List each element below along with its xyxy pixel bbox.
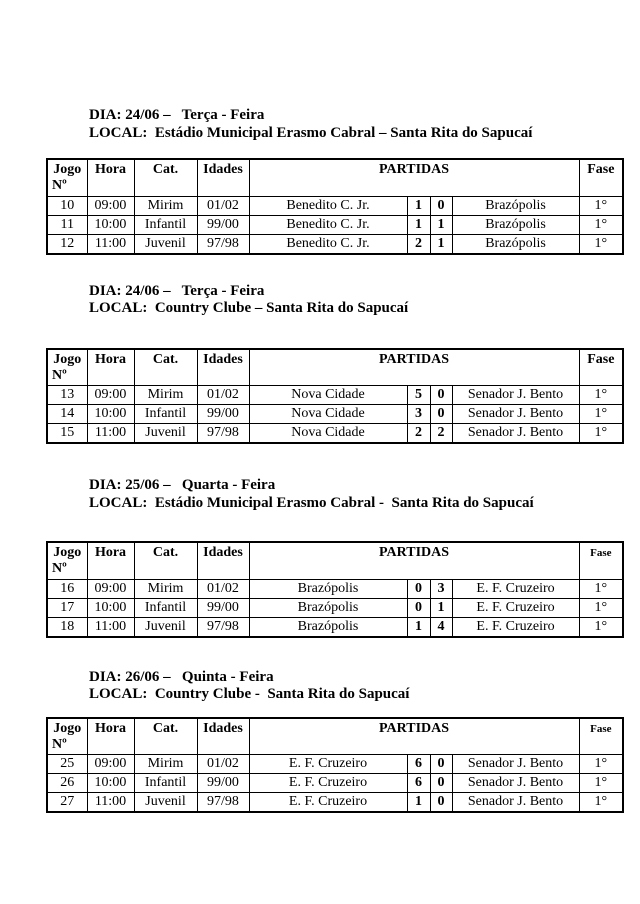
header-row [47, 718, 623, 755]
cell-idades: 99/00 [197, 598, 249, 617]
match-row [47, 196, 623, 215]
cell-fase: 1° [579, 424, 623, 444]
col-header-hora: Hora [87, 159, 134, 196]
col-header-jogo [47, 542, 87, 579]
cell-away-team: Senador J. Bento [452, 793, 579, 813]
cell-away-score: 0 [430, 196, 452, 215]
cell-idades: 01/02 [197, 196, 249, 215]
cell-fase: 1° [579, 579, 623, 598]
cell-fase: 1° [579, 774, 623, 793]
cell-idades: 01/02 [197, 386, 249, 405]
matches-table [46, 717, 624, 814]
cell-away-team: Senador J. Bento [452, 386, 579, 405]
cell-cat: Infantil [134, 405, 197, 424]
header-row [47, 349, 623, 386]
cell-home-score: 1 [407, 215, 430, 234]
cell-away-team: Senador J. Bento [452, 755, 579, 774]
col-header-jogo [47, 718, 87, 755]
cell-cat: Juvenil [134, 617, 197, 637]
schedule-section-3 [0, 444, 640, 638]
cell-idades: 97/98 [197, 234, 249, 254]
dia-line: DIA: 24/06 – Terça - Feira [89, 282, 265, 299]
cell-fase: 1° [579, 755, 623, 774]
col-header-partidas: PARTIDAS [249, 349, 579, 386]
cell-home-team: Nova Cidade [249, 405, 407, 424]
cell-jogo: 16 [47, 579, 87, 598]
cell-cat: Mirim [134, 579, 197, 598]
match-row [47, 579, 623, 598]
dia-line: DIA: 26/06 – Quinta - Feira [89, 668, 274, 685]
cell-hora: 09:00 [87, 386, 134, 405]
cell-home-team: Nova Cidade [249, 386, 407, 405]
cell-away-score: 0 [430, 386, 452, 405]
local-line: LOCAL: Estádio Municipal Erasmo Cabral - Santa Rita do Sapucaí [89, 494, 534, 511]
col-header-jogo-line2: Nº [52, 561, 67, 576]
cell-jogo: 10 [47, 196, 87, 215]
cell-fase: 1° [579, 598, 623, 617]
cell-home-score: 6 [407, 755, 430, 774]
col-header-idades: Idades [197, 159, 249, 196]
cell-home-score: 2 [407, 424, 430, 444]
cell-cat: Infantil [134, 598, 197, 617]
col-header-fase: Fase [579, 159, 623, 196]
col-header-idades: Idades [197, 349, 249, 386]
cell-fase: 1° [579, 386, 623, 405]
cell-away-team: Brazópolis [452, 234, 579, 254]
schedule-section-2 [0, 255, 640, 445]
cell-hora: 09:00 [87, 579, 134, 598]
cell-idades: 01/02 [197, 579, 249, 598]
cell-away-team: E. F. Cruzeiro [452, 598, 579, 617]
match-row [47, 617, 623, 637]
cell-home-team: Nova Cidade [249, 424, 407, 444]
cell-home-score: 3 [407, 405, 430, 424]
match-row [47, 755, 623, 774]
cell-away-team: Senador J. Bento [452, 774, 579, 793]
cell-fase: 1° [579, 617, 623, 637]
cell-cat: Infantil [134, 774, 197, 793]
dia-line: DIA: 25/06 – Quarta - Feira [89, 477, 276, 493]
cell-cat: Juvenil [134, 793, 197, 813]
cell-away-score: 0 [430, 755, 452, 774]
cell-hora: 10:00 [87, 774, 134, 793]
cell-home-team: E. F. Cruzeiro [249, 793, 407, 813]
cell-idades: 99/00 [197, 405, 249, 424]
match-row [47, 774, 623, 793]
cell-jogo: 14 [47, 405, 87, 424]
match-row [47, 215, 623, 234]
cell-fase: 1° [579, 215, 623, 234]
col-header-fase: Fase [579, 542, 623, 579]
match-row [47, 424, 623, 444]
cell-jogo: 15 [47, 424, 87, 444]
cell-away-score: 0 [430, 793, 452, 813]
matches-table [46, 348, 624, 445]
cell-idades: 97/98 [197, 793, 249, 813]
col-header-hora: Hora [87, 718, 134, 755]
cell-home-team: Brazópolis [249, 617, 407, 637]
cell-home-team: E. F. Cruzeiro [249, 755, 407, 774]
cell-home-score: 6 [407, 774, 430, 793]
match-row [47, 234, 623, 254]
col-header-cat: Cat. [134, 159, 197, 196]
col-header-fase: Fase [579, 349, 623, 386]
cell-away-score: 4 [430, 617, 452, 637]
dia-line: DIA: 24/06 – Terça - Feira [89, 107, 265, 123]
col-header-idades: Idades [197, 718, 249, 755]
cell-home-team: Brazópolis [249, 598, 407, 617]
cell-home-team: Benedito C. Jr. [249, 215, 407, 234]
cell-home-score: 0 [407, 598, 430, 617]
cell-away-team: E. F. Cruzeiro [452, 617, 579, 637]
cell-jogo: 12 [47, 234, 87, 254]
cell-away-score: 1 [430, 598, 452, 617]
cell-hora: 09:00 [87, 755, 134, 774]
cell-idades: 99/00 [197, 215, 249, 234]
col-header-jogo-line1: Jogo [53, 720, 82, 736]
header-row [47, 542, 623, 579]
cell-idades: 01/02 [197, 755, 249, 774]
col-header-jogo-line2: Nº [52, 178, 67, 193]
cell-cat: Infantil [134, 215, 197, 234]
cell-away-team: Senador J. Bento [452, 424, 579, 444]
cell-hora: 11:00 [87, 424, 134, 444]
cell-home-score: 2 [407, 234, 430, 254]
cell-cat: Juvenil [134, 234, 197, 254]
local-line: LOCAL: Country Clube - Santa Rita do Sapucaí [89, 686, 410, 702]
cell-away-score: 1 [430, 234, 452, 254]
cell-cat: Mirim [134, 755, 197, 774]
cell-away-score: 1 [430, 215, 452, 234]
cell-fase: 1° [579, 234, 623, 254]
cell-home-team: Brazópolis [249, 579, 407, 598]
cell-home-team: Benedito C. Jr. [249, 234, 407, 254]
cell-jogo: 25 [47, 755, 87, 774]
match-row [47, 405, 623, 424]
col-header-jogo-line1: Jogo [53, 351, 82, 367]
cell-home-team: E. F. Cruzeiro [249, 774, 407, 793]
cell-cat: Mirim [134, 386, 197, 405]
cell-fase: 1° [579, 196, 623, 215]
col-header-cat: Cat. [134, 349, 197, 386]
match-row [47, 793, 623, 813]
col-header-jogo-line2: Nº [52, 367, 67, 383]
cell-home-score: 1 [407, 617, 430, 637]
cell-jogo: 13 [47, 386, 87, 405]
section-heading [89, 669, 640, 704]
cell-away-score: 2 [430, 424, 452, 444]
cell-hora: 10:00 [87, 598, 134, 617]
col-header-fase: Fase [579, 718, 623, 755]
cell-cat: Mirim [134, 196, 197, 215]
col-header-cat: Cat. [134, 542, 197, 579]
col-header-jogo [47, 159, 87, 196]
cell-hora: 09:00 [87, 196, 134, 215]
match-row [47, 598, 623, 617]
col-header-cat: Cat. [134, 718, 197, 755]
cell-fase: 1° [579, 405, 623, 424]
cell-jogo: 26 [47, 774, 87, 793]
local-line: LOCAL: Country Clube – Santa Rita do Sapucaí [89, 300, 409, 316]
cell-idades: 99/00 [197, 774, 249, 793]
matches-table [46, 541, 624, 638]
cell-away-score: 3 [430, 579, 452, 598]
cell-away-score: 0 [430, 405, 452, 424]
cell-hora: 11:00 [87, 234, 134, 254]
matches-table [46, 158, 624, 255]
cell-away-team: Brazópolis [452, 196, 579, 215]
col-header-jogo-line2: Nº [52, 736, 67, 752]
cell-jogo: 17 [47, 598, 87, 617]
cell-away-score: 0 [430, 774, 452, 793]
cell-home-score: 0 [407, 579, 430, 598]
cell-away-team: E. F. Cruzeiro [452, 579, 579, 598]
cell-fase: 1° [579, 793, 623, 813]
cell-cat: Juvenil [134, 424, 197, 444]
section-heading [89, 283, 640, 318]
local-line: LOCAL: Estádio Municipal Erasmo Cabral – Santa Rita do Sapucaí [89, 124, 533, 141]
cell-jogo: 11 [47, 215, 87, 234]
col-header-idades: Idades [197, 542, 249, 579]
col-header-jogo-line1: Jogo [53, 162, 82, 177]
cell-hora: 11:00 [87, 617, 134, 637]
section-heading [89, 477, 640, 512]
match-row [47, 386, 623, 405]
col-header-jogo [47, 349, 87, 386]
col-header-hora: Hora [87, 349, 134, 386]
col-header-hora: Hora [87, 542, 134, 579]
cell-hora: 10:00 [87, 405, 134, 424]
cell-idades: 97/98 [197, 424, 249, 444]
cell-hora: 11:00 [87, 793, 134, 813]
cell-away-team: Brazópolis [452, 215, 579, 234]
section-heading [89, 107, 640, 142]
cell-home-team: Benedito C. Jr. [249, 196, 407, 215]
cell-home-score: 5 [407, 386, 430, 405]
cell-away-team: Senador J. Bento [452, 405, 579, 424]
col-header-jogo-line1: Jogo [53, 545, 82, 560]
schedule-section-4 [0, 638, 640, 814]
header-row [47, 159, 623, 196]
col-header-partidas: PARTIDAS [249, 159, 579, 196]
cell-idades: 97/98 [197, 617, 249, 637]
cell-jogo: 18 [47, 617, 87, 637]
cell-jogo: 27 [47, 793, 87, 813]
col-header-partidas: PARTIDAS [249, 542, 579, 579]
cell-hora: 10:00 [87, 215, 134, 234]
cell-home-score: 1 [407, 793, 430, 813]
col-header-partidas: PARTIDAS [249, 718, 579, 755]
schedule-section-1 [0, 0, 640, 255]
cell-home-score: 1 [407, 196, 430, 215]
